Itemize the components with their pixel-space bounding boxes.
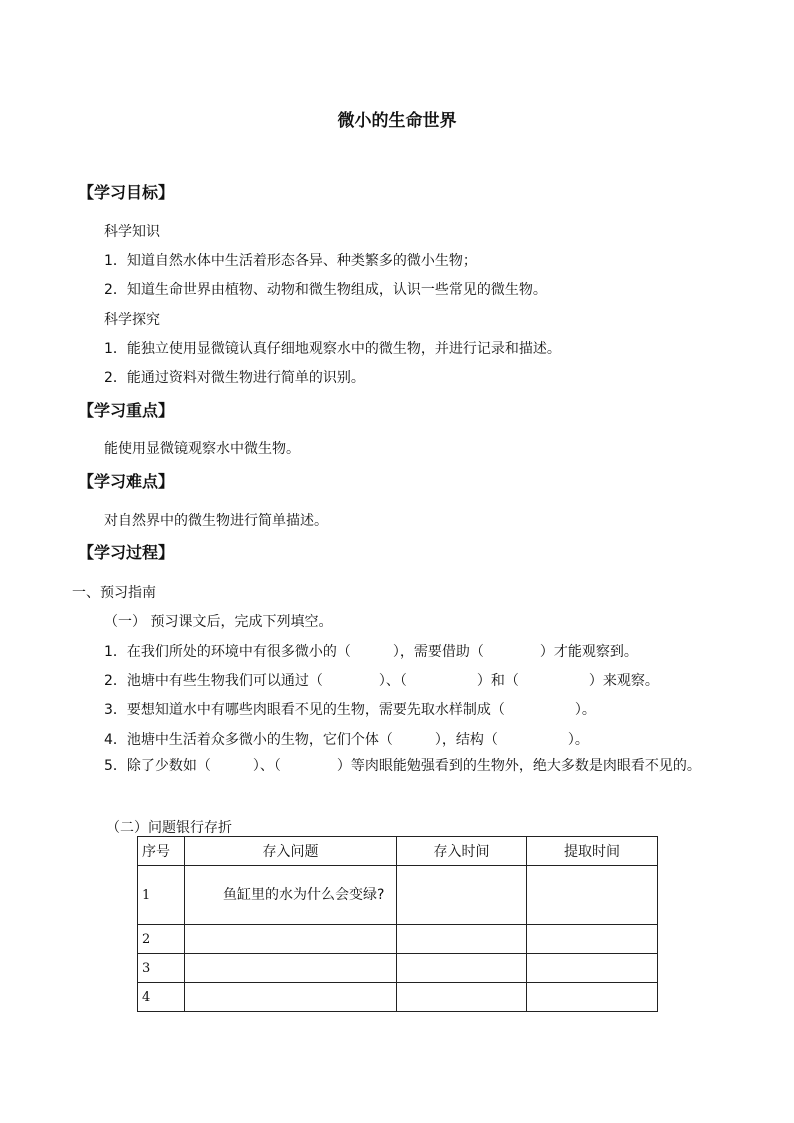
table-row (138, 954, 658, 983)
row-no: 4 (138, 983, 185, 1012)
difficulties-heading: 【学习难点】 (78, 472, 175, 491)
sub-one-heading: （一） 预习课文后，完成下列填空。 (104, 614, 333, 630)
key-points-heading: 【学习重点】 (78, 401, 175, 420)
row-deposit-time[interactable] (397, 983, 527, 1012)
page-title: 微小的生命世界 (337, 111, 457, 131)
row-question: 鱼缸里的水为什么会变绿? (185, 866, 397, 925)
row-no: 2 (138, 925, 185, 954)
row-question[interactable] (185, 983, 397, 1012)
row-withdraw-time[interactable] (527, 983, 658, 1012)
inquiry-item: 2．能通过资料对微生物进行简单的识别。 (104, 370, 365, 386)
knowledge-item: 2．知道生命世界由植物、动物和微生物组成，认识一些常见的微生物。 (104, 282, 547, 298)
fill-item: 1．在我们所处的环境中有很多微小的（ ），需要借助（ ）才能观察到。 (104, 644, 638, 660)
row-question[interactable] (185, 954, 397, 983)
header-question: 存入问题 (185, 837, 397, 866)
part-one-heading: 一、预习指南 (72, 585, 156, 601)
difficulties-text: 对自然界中的微生物进行简单描述。 (104, 513, 328, 529)
table-row (138, 866, 658, 925)
fill-item: 4．池塘中生活着众多微小的生物，它们个体（ ），结构（ ）。 (104, 732, 589, 748)
row-deposit-time[interactable] (397, 866, 527, 925)
header-deposit-time: 存入时间 (397, 837, 527, 866)
goals-heading: 【学习目标】 (78, 183, 175, 202)
row-withdraw-time[interactable] (527, 925, 658, 954)
row-deposit-time[interactable] (397, 925, 527, 954)
row-withdraw-time[interactable] (527, 954, 658, 983)
knowledge-label: 科学知识 (104, 224, 160, 240)
inquiry-label: 科学探究 (104, 312, 160, 328)
knowledge-item: 1．知道自然水体中生活着形态各异、种类繁多的微小生物； (104, 253, 477, 269)
header-withdraw-time: 提取时间 (527, 837, 658, 866)
table-row (138, 983, 658, 1012)
table-header-row (138, 837, 658, 866)
fill-item: 3．要想知道水中有哪些肉眼看不见的生物，需要先取水样制成（ ）。 (104, 702, 596, 718)
inquiry-item: 1．能独立使用显微镜认真仔细地观察水中的微生物，并进行记录和描述。 (104, 341, 561, 357)
question-bank-table (137, 836, 658, 1012)
header-no: 序号 (138, 837, 185, 866)
row-no: 1 (138, 866, 185, 925)
table-row (138, 925, 658, 954)
sub-two-heading: （二）问题银行存折 (106, 820, 232, 836)
row-question[interactable] (185, 925, 397, 954)
fill-item: 2．池塘中有些生物我们可以通过（ ）、（ ）和（ ）来观察。 (104, 673, 659, 689)
row-no: 3 (138, 954, 185, 983)
process-heading: 【学习过程】 (78, 543, 175, 562)
fill-item: 5．除了少数如（ ）、（ ）等肉眼能勉强看到的生物外，绝大多数是肉眼看不见的。 (104, 758, 701, 774)
row-deposit-time[interactable] (397, 954, 527, 983)
key-points-text: 能使用显微镜观察水中微生物。 (104, 441, 300, 457)
row-withdraw-time[interactable] (527, 866, 658, 925)
